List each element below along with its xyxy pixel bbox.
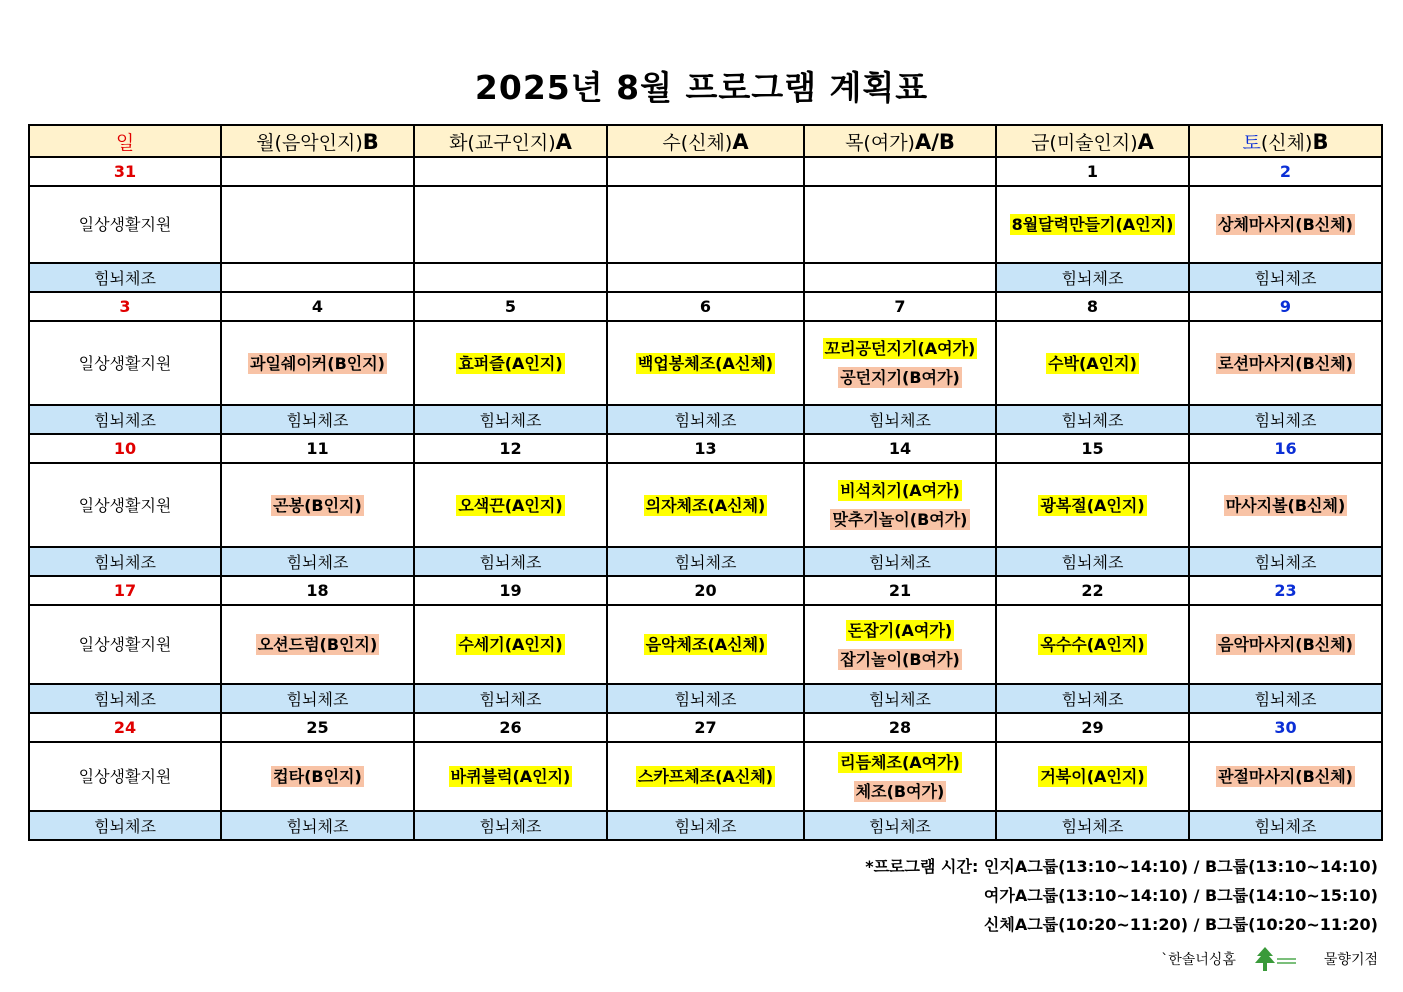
date-row <box>29 434 1382 463</box>
exercise-cell: 힘뇌체조 <box>1189 263 1382 292</box>
program-line <box>805 363 995 392</box>
date-cell: 12 <box>414 434 607 463</box>
program-cell <box>414 742 607 811</box>
program-label: 돈잡기(A여가) <box>847 620 953 640</box>
program-cell <box>996 186 1189 263</box>
program-row <box>29 186 1382 263</box>
footer <box>1161 946 1378 972</box>
program-label: 음악마사지(B신체) <box>1217 635 1353 654</box>
exercise-cell: 힘뇌체조 <box>607 684 804 713</box>
program-label: 효퍼즐(A인지) <box>458 353 563 373</box>
program-line <box>805 748 995 777</box>
program-label: 옥수수(A인지) <box>1040 635 1145 654</box>
date-cell <box>607 157 804 186</box>
program-cell <box>996 742 1189 811</box>
date-cell: 18 <box>221 576 414 605</box>
exercise-cell <box>804 263 996 292</box>
program-label: 의자체조(A신체) <box>645 495 766 515</box>
program-cell <box>221 742 414 811</box>
program-cell <box>29 321 221 405</box>
date-cell: 5 <box>414 292 607 321</box>
exercise-cell: 힘뇌체조 <box>607 547 804 576</box>
program-line <box>222 491 413 520</box>
program-label: 오션드럼(B인지) <box>257 635 378 654</box>
date-cell: 30 <box>1189 713 1382 742</box>
date-cell: 3 <box>29 292 221 321</box>
date-cell: 23 <box>1189 576 1382 605</box>
note-line: 여가A그룹(13:10~14:10) / B그룹(14:10~15:10) <box>983 886 1378 905</box>
exercise-cell: 힘뇌체조 <box>607 405 804 434</box>
program-line <box>608 762 803 791</box>
program-label: 꼬리공던지기(A여가) <box>824 339 976 358</box>
program-line <box>997 762 1188 791</box>
date-cell: 1 <box>996 157 1189 186</box>
program-line <box>415 630 606 659</box>
program-cell <box>29 186 221 263</box>
date-cell: 13 <box>607 434 804 463</box>
program-line <box>1190 630 1381 659</box>
header-thursday: 목(여가)A/B <box>804 125 996 157</box>
date-cell: 20 <box>607 576 804 605</box>
exercise-row <box>29 263 1382 292</box>
program-cell <box>221 463 414 547</box>
program-row <box>29 463 1382 547</box>
daily-support-label: 일상생활지원 <box>78 353 172 373</box>
tree-logo-icon <box>1254 946 1298 972</box>
program-cell <box>607 321 804 405</box>
program-line <box>415 762 606 791</box>
exercise-cell: 힘뇌체조 <box>221 405 414 434</box>
date-cell: 27 <box>607 713 804 742</box>
program-cell <box>996 463 1189 547</box>
program-cell <box>996 605 1189 684</box>
program-label: 바퀴블럭(A인지) <box>450 767 571 786</box>
exercise-cell <box>221 263 414 292</box>
exercise-cell: 힘뇌체조 <box>414 547 607 576</box>
program-label: 8월달력만들기(A인지) <box>1011 215 1174 234</box>
weekday-header-row <box>29 125 1382 157</box>
exercise-cell: 힘뇌체조 <box>221 547 414 576</box>
exercise-cell: 힘뇌체조 <box>29 547 221 576</box>
exercise-cell: 힘뇌체조 <box>1189 405 1382 434</box>
program-label: 광복절(A인지) <box>1040 495 1145 515</box>
program-cell <box>607 463 804 547</box>
program-line <box>805 777 995 806</box>
exercise-cell: 힘뇌체조 <box>1189 811 1382 840</box>
date-cell: 26 <box>414 713 607 742</box>
note-line: *프로그램 시간: 인지A그룹(13:10~14:10) / B그룹(13:10~14:10) <box>865 857 1378 876</box>
date-cell <box>414 157 607 186</box>
program-line <box>1190 349 1381 378</box>
program-label: 음악체조(A신체) <box>645 635 766 654</box>
program-label: 백업봉체조(A신체) <box>637 353 774 373</box>
header-friday: 금(미술인지)A <box>996 125 1189 157</box>
date-row <box>29 292 1382 321</box>
program-label: 수세기(A인지) <box>458 635 563 654</box>
program-cell <box>1189 186 1382 263</box>
program-cell <box>607 186 804 263</box>
program-line <box>30 210 220 239</box>
exercise-row <box>29 684 1382 713</box>
program-cell <box>221 186 414 263</box>
program-label: 수박(A인지) <box>1048 353 1137 373</box>
program-line <box>805 645 995 674</box>
date-cell: 8 <box>996 292 1189 321</box>
program-label: 오색끈(A인지) <box>458 495 563 515</box>
date-cell: 14 <box>804 434 996 463</box>
program-label: 마사지볼(B신체) <box>1225 495 1346 515</box>
program-line <box>415 349 606 378</box>
exercise-cell <box>414 263 607 292</box>
date-cell: 29 <box>996 713 1189 742</box>
exercise-cell: 힘뇌체조 <box>996 547 1189 576</box>
exercise-cell: 힘뇌체조 <box>29 811 221 840</box>
date-cell: 4 <box>221 292 414 321</box>
header-monday: 월(음악인지)B <box>221 125 414 157</box>
program-label: 로션마사지(B신체) <box>1217 353 1353 373</box>
program-row <box>29 321 1382 405</box>
header-saturday: 토(신체)B <box>1189 125 1382 157</box>
date-cell: 21 <box>804 576 996 605</box>
program-label: 공던지기(B여가) <box>840 368 960 387</box>
program-label: 관절마사지(B신체) <box>1217 767 1353 786</box>
program-cell <box>1189 321 1382 405</box>
program-label: 비석치기(A여가) <box>840 481 960 500</box>
program-label: 상체마사지(B신체) <box>1217 215 1353 234</box>
date-row <box>29 576 1382 605</box>
program-line <box>608 349 803 378</box>
date-cell: 28 <box>804 713 996 742</box>
program-cell <box>414 321 607 405</box>
exercise-cell: 힘뇌체조 <box>804 811 996 840</box>
program-cell <box>607 742 804 811</box>
exercise-cell <box>607 263 804 292</box>
exercise-cell: 힘뇌체조 <box>996 405 1189 434</box>
exercise-cell: 힘뇌체조 <box>804 547 996 576</box>
program-cell <box>414 186 607 263</box>
date-cell: 9 <box>1189 292 1382 321</box>
program-line <box>1190 491 1381 520</box>
program-time-notes <box>865 852 1378 939</box>
header-tuesday: 화(교구인지)A <box>414 125 607 157</box>
page-title: 2025년 8월 프로그램 계획표 <box>474 68 929 107</box>
date-cell: 17 <box>29 576 221 605</box>
date-row <box>29 713 1382 742</box>
date-cell: 31 <box>29 157 221 186</box>
program-cell <box>414 605 607 684</box>
date-cell: 7 <box>804 292 996 321</box>
exercise-cell: 힘뇌체조 <box>996 684 1189 713</box>
date-cell: 15 <box>996 434 1189 463</box>
date-cell: 10 <box>29 434 221 463</box>
program-label: 리듬체조(A여가) <box>840 752 960 772</box>
program-line <box>30 762 220 791</box>
program-line <box>1190 762 1381 791</box>
header-sunday: 일 <box>29 125 221 157</box>
program-cell <box>414 463 607 547</box>
program-label: 과일쉐이커(B인지) <box>249 353 385 373</box>
exercise-cell: 힘뇌체조 <box>804 405 996 434</box>
program-line <box>805 505 995 534</box>
date-cell <box>804 157 996 186</box>
program-line <box>805 476 995 505</box>
program-cell <box>1189 605 1382 684</box>
program-cell <box>804 321 996 405</box>
program-cell <box>221 605 414 684</box>
program-cell <box>29 605 221 684</box>
program-line <box>222 630 413 659</box>
date-cell: 19 <box>414 576 607 605</box>
exercise-cell: 힘뇌체조 <box>996 263 1189 292</box>
exercise-row <box>29 811 1382 840</box>
exercise-cell: 힘뇌체조 <box>414 405 607 434</box>
program-label: 곤봉(B인지) <box>273 495 362 515</box>
date-cell <box>221 157 414 186</box>
program-line <box>415 491 606 520</box>
program-line <box>805 334 995 363</box>
program-cell <box>29 742 221 811</box>
exercise-cell: 힘뇌체조 <box>29 263 221 292</box>
daily-support-label: 일상생활지원 <box>78 215 172 234</box>
daily-support-label: 일상생활지원 <box>78 495 172 515</box>
program-calendar <box>28 124 1383 841</box>
exercise-cell: 힘뇌체조 <box>804 684 996 713</box>
program-cell <box>221 321 414 405</box>
program-cell <box>804 742 996 811</box>
date-row <box>29 157 1382 186</box>
exercise-cell: 힘뇌체조 <box>1189 684 1382 713</box>
program-line <box>222 762 413 791</box>
program-label: 잡기놀이(B여가) <box>840 649 960 669</box>
exercise-cell: 힘뇌체조 <box>1189 547 1382 576</box>
program-cell <box>1189 463 1382 547</box>
program-row <box>29 742 1382 811</box>
program-label: 체조(B여가) <box>855 781 945 801</box>
exercise-cell: 힘뇌체조 <box>29 405 221 434</box>
program-cell <box>996 321 1189 405</box>
program-line <box>997 491 1188 520</box>
program-row <box>29 605 1382 684</box>
program-label: 컵타(B인지) <box>273 767 362 786</box>
program-line <box>805 616 995 645</box>
date-cell: 24 <box>29 713 221 742</box>
program-line <box>997 210 1188 239</box>
program-label: 스카프체조(A신체) <box>637 767 774 786</box>
date-cell: 16 <box>1189 434 1382 463</box>
exercise-cell: 힘뇌체조 <box>29 684 221 713</box>
exercise-row <box>29 405 1382 434</box>
program-cell <box>29 463 221 547</box>
program-label: 거북이(A인지) <box>1040 767 1145 786</box>
program-line <box>30 630 220 659</box>
daily-support-label: 일상생활지원 <box>78 635 172 654</box>
program-line <box>608 630 803 659</box>
program-line <box>1190 210 1381 239</box>
exercise-cell: 힘뇌체조 <box>221 684 414 713</box>
date-cell: 11 <box>221 434 414 463</box>
date-cell: 22 <box>996 576 1189 605</box>
program-line <box>30 491 220 520</box>
note-line: 신체A그룹(10:20~11:20) / B그룹(10:20~11:20) <box>983 915 1378 934</box>
program-cell <box>804 605 996 684</box>
program-label: 맞추기놀이(B여가) <box>832 510 968 529</box>
exercise-cell: 힘뇌체조 <box>221 811 414 840</box>
header-wednesday: 수(신체)A <box>607 125 804 157</box>
exercise-cell: 힘뇌체조 <box>414 684 607 713</box>
exercise-cell: 힘뇌체조 <box>607 811 804 840</box>
daily-support-label: 일상생활지원 <box>78 767 172 786</box>
footer-brand: `한솔너싱홈 <box>1161 952 1236 968</box>
exercise-row <box>29 547 1382 576</box>
program-line <box>30 349 220 378</box>
program-line <box>608 491 803 520</box>
footer-branch: 물향기점 <box>1323 952 1378 968</box>
date-cell: 2 <box>1189 157 1382 186</box>
program-cell <box>804 463 996 547</box>
exercise-cell: 힘뇌체조 <box>996 811 1189 840</box>
program-cell <box>804 186 996 263</box>
program-line <box>222 349 413 378</box>
program-cell <box>607 605 804 684</box>
date-cell: 6 <box>607 292 804 321</box>
program-line <box>997 630 1188 659</box>
program-cell <box>1189 742 1382 811</box>
date-cell: 25 <box>221 713 414 742</box>
exercise-cell: 힘뇌체조 <box>414 811 607 840</box>
program-line <box>997 349 1188 378</box>
